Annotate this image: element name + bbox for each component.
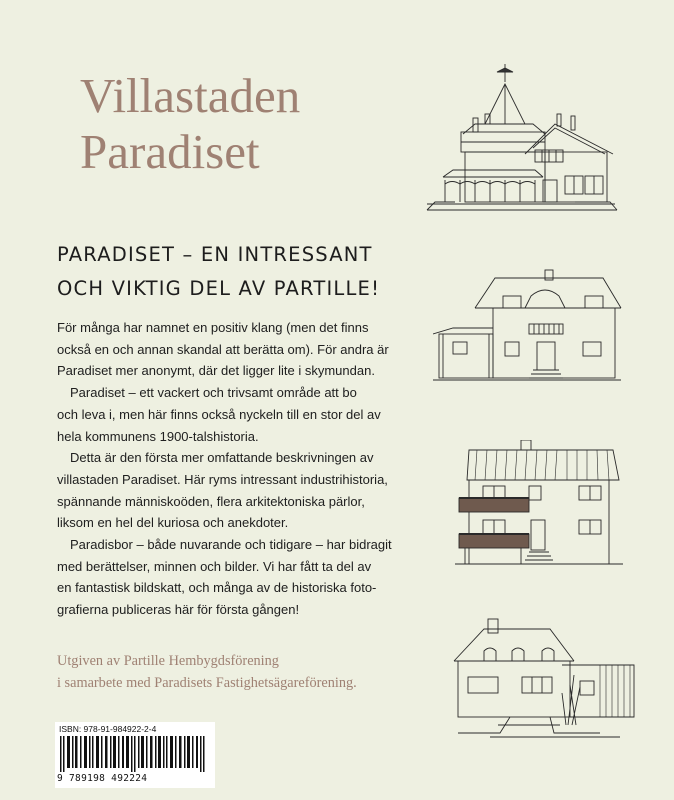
blurb — [57, 317, 427, 621]
tagline-line-2: OCH VIKTIG DEL AV PARTILLE! — [57, 277, 381, 300]
house-balcony-icon — [455, 440, 625, 565]
publisher-line-2: i samarbete med Paradisets Fastighetsägareförening. — [57, 675, 357, 691]
title-line-1: Villastaden — [80, 68, 301, 123]
isbn-label: ISBN: 978-91-984922-2-4 — [59, 724, 157, 734]
blurb-line: För många har namnet en positiv klang (men det finns — [57, 320, 369, 335]
tagline-line-1: PARADISET – EN INTRESSANT — [57, 243, 373, 266]
title-line-2: Paradiset — [80, 124, 260, 179]
blurb-line: liksom en hel del kuriosa och anekdoter. — [57, 515, 289, 531]
blurb-line: villastaden Paradiset. Här ryms intressant industrihistoria, — [57, 471, 388, 487]
blurb-paragraph-2 — [57, 382, 427, 447]
villa-drawing-4 — [450, 615, 640, 740]
isbn-barcode — [55, 722, 215, 788]
blurb-paragraph-3 — [57, 447, 427, 534]
villa-drawing-1 — [425, 62, 620, 217]
blurb-line: också en och annan skandal att berätta om). För andra är — [57, 341, 389, 357]
villa-drawing-3 — [455, 440, 625, 565]
blurb-line: hela kommunens 1900-talshistoria. — [57, 428, 259, 444]
blurb-paragraph-4 — [57, 534, 427, 621]
blurb-line: spännande människoöden, flera arkitektoniska pärlor, — [57, 493, 365, 509]
publisher-credit — [57, 650, 387, 694]
publisher-line-1: Utgiven av Partille Hembygdsförening — [57, 653, 279, 669]
blurb-line: Paradiset – ett vackert och trivsamt område att bo — [70, 385, 357, 401]
blurb-line: grafierna publiceras här för första gången! — [57, 602, 300, 618]
blurb-line: Paradiset mer anonymt, där det ligger lite i skymundan. — [57, 363, 375, 379]
house-tower-icon — [425, 62, 620, 217]
barcode-icon — [58, 736, 212, 772]
tagline — [57, 238, 417, 306]
blurb-paragraph-1 — [57, 317, 427, 382]
blurb-line: Detta är den första mer omfattande beskrivningen av — [70, 450, 374, 466]
villa-drawing-2 — [433, 268, 623, 383]
blurb-line: Paradisbor – både nuvarande och tidigare – har bidragit — [70, 537, 392, 553]
house-gambrel-icon — [433, 268, 623, 383]
blurb-line: och leva i, men här finns också nyckeln till en stor del av — [57, 406, 381, 422]
house-gable-icon — [450, 615, 640, 740]
blurb-line: med berättelser, minnen och bilder. Vi har fått ta del av — [57, 558, 372, 574]
barcode-digits: 9 789198 492224 — [57, 773, 148, 784]
blurb-line: en fantastisk bildskatt, och många av de historiska foto- — [57, 580, 377, 596]
book-title — [80, 68, 410, 180]
